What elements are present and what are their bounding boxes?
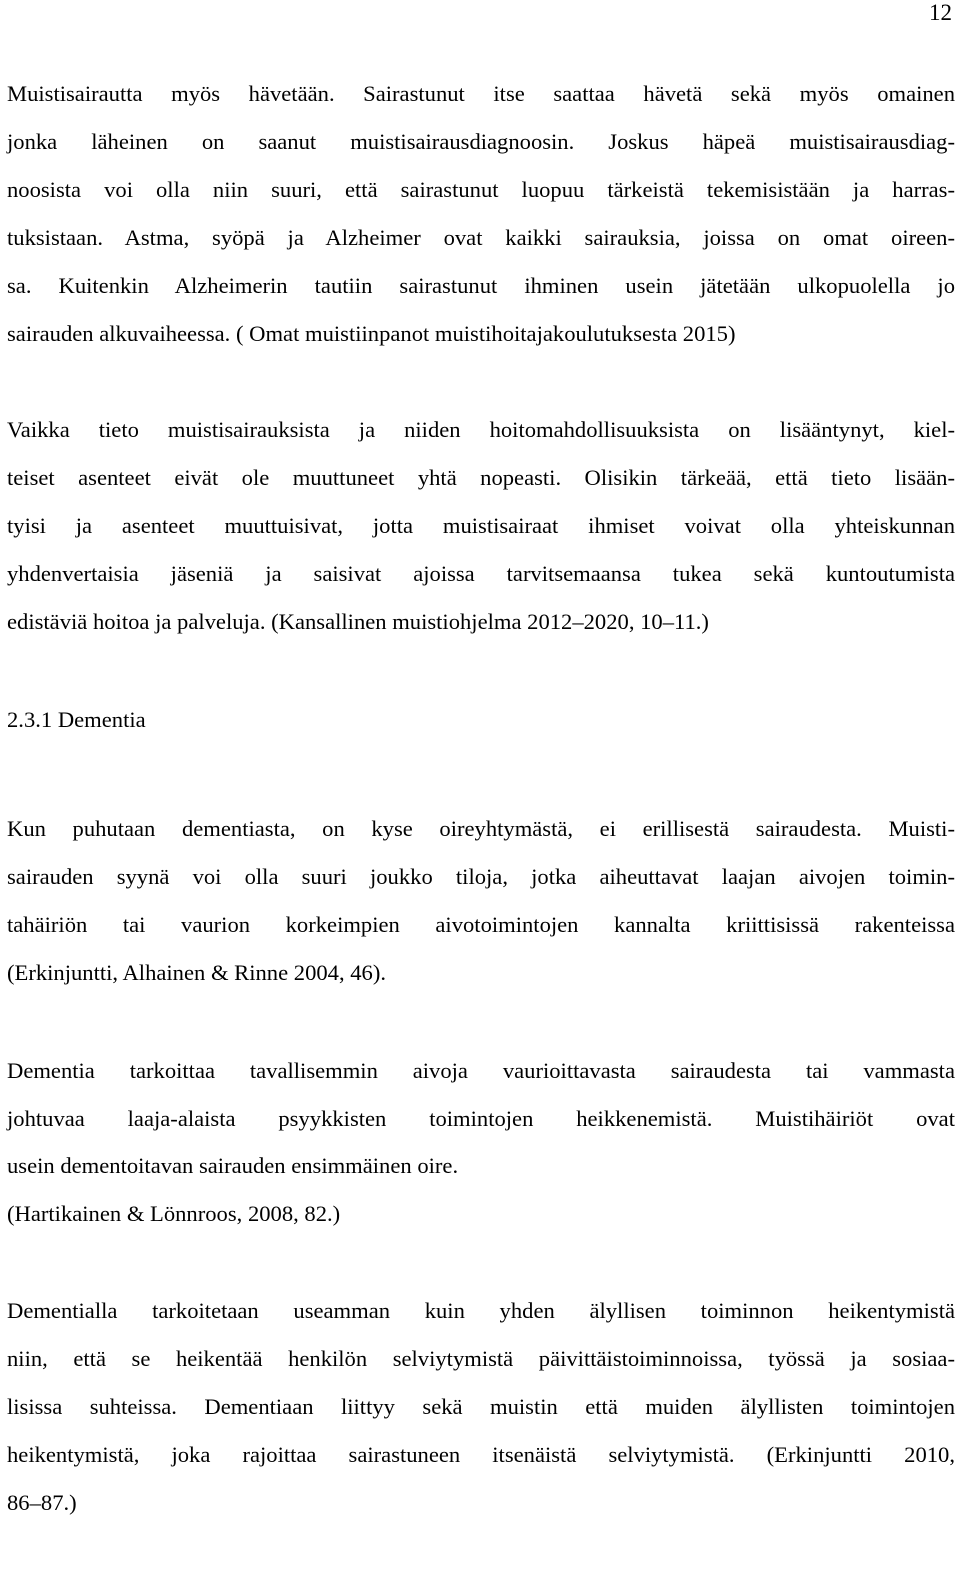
text-line: johtuvaa laaja-alaista psyykkisten toimintojen heikkenemistä. Muistihäiriöt ovat xyxy=(7,1105,955,1131)
text-line: Vaikka tieto muistisairauksista ja niiden hoitomahdollisuuksista on lisääntynyt, kiel- xyxy=(7,417,955,443)
text-line: heikentymistä, joka rajoittaa sairastuneen itsenäistä selviytymistä. (Erkinjuntti 2010, xyxy=(7,1441,955,1467)
text-line: tahäiriön tai vaurion korkeimpien aivotoimintojen kannalta kriittisissä rakenteissa xyxy=(7,911,955,937)
text-line: sa. Kuitenkin Alzheimerin tautiin sairastunut ihminen usein jätetään ulkopuolella jo xyxy=(7,272,955,298)
text-line: edistäviä hoitoa ja palveluja. (Kansallinen muistiohjelma 2012–2020, 10–11.) xyxy=(7,609,709,635)
paragraph-spacer xyxy=(7,357,955,406)
text-line: sairauden alkuvaiheessa. ( Omat muistiinpanot muistihoitajakoulutuksesta 2015) xyxy=(7,320,736,346)
text-line: Kun puhutaan dementiasta, on kyse oireyhtymästä, ei erillisestä sairaudesta. Muisti- xyxy=(7,815,955,841)
paragraph-4 xyxy=(7,1047,955,1239)
text-line: jonka läheinen on saanut muistisairausdiagnoosin. Joskus häpeä muistisairausdiag- xyxy=(7,128,955,154)
section-heading: 2.3.1 Dementia xyxy=(7,706,146,732)
text-line: Muistisairautta myös hävetään. Sairastunut itse saattaa hävetä sekä myös omainen xyxy=(7,81,955,106)
document-body xyxy=(7,70,955,1527)
heading-spacer xyxy=(7,646,955,696)
text-line: lisissa suhteissa. Dementiaan liittyy sekä muistin että muiden älyllisten toimintojen xyxy=(7,1394,955,1420)
text-line: Dementia tarkoittaa tavallisemmin aivoja vaurioittavasta sairaudesta tai vammasta xyxy=(7,1057,955,1083)
text-line: teiset asenteet eivät ole muuttuneet yhtä nopeasti. Olisikin tärkeää, että tieto lisään- xyxy=(7,465,955,491)
text-line: tyisi ja asenteet muuttuisivat, jotta muistisairaat ihmiset voivat olla yhteiskunnan xyxy=(7,513,955,539)
paragraph-3 xyxy=(7,805,955,997)
text-line: usein dementoitavan sairauden ensimmäinen oire. xyxy=(7,1153,459,1179)
paragraph-spacer xyxy=(7,997,955,1047)
text-line: sairauden syynä voi olla suuri joukko tiloja, jotka aiheuttavat laajan aivojen toimin- xyxy=(7,863,955,889)
text-line: noosista voi olla niin suuri, että sairastunut luopuu tärkeistä tekemisistään ja harras- xyxy=(7,176,955,202)
text-line: 86–87.) xyxy=(7,1489,77,1515)
text-line: tuksistaan. Astma, syöpä ja Alzheimer ovat kaikki sairauksia, joissa on omat oireen- xyxy=(7,224,955,250)
text-line: yhdenvertaisia jäseniä ja saisivat ajoissa tarvitsemaansa tukea sekä kuntoutumista xyxy=(7,561,955,587)
text-line: niin, että se heikentää henkilön selviytymistä päivittäistoiminnoissa, työssä ja sosiaa- xyxy=(7,1346,955,1372)
paragraph-spacer xyxy=(7,1238,955,1287)
paragraph-2 xyxy=(7,406,955,646)
page-number: 12 xyxy=(929,0,952,25)
text-line: Dementialla tarkoitetaan useamman kuin yhden älyllisen toiminnon heikentymistä xyxy=(7,1298,955,1324)
paragraph-5 xyxy=(7,1287,955,1527)
heading-spacer xyxy=(7,744,955,805)
text-line: (Erkinjuntti, Alhainen & Rinne 2004, 46). xyxy=(7,959,387,985)
text-line: (Hartikainen & Lönnroos, 2008, 82.) xyxy=(7,1201,341,1227)
paragraph-1 xyxy=(7,70,955,357)
